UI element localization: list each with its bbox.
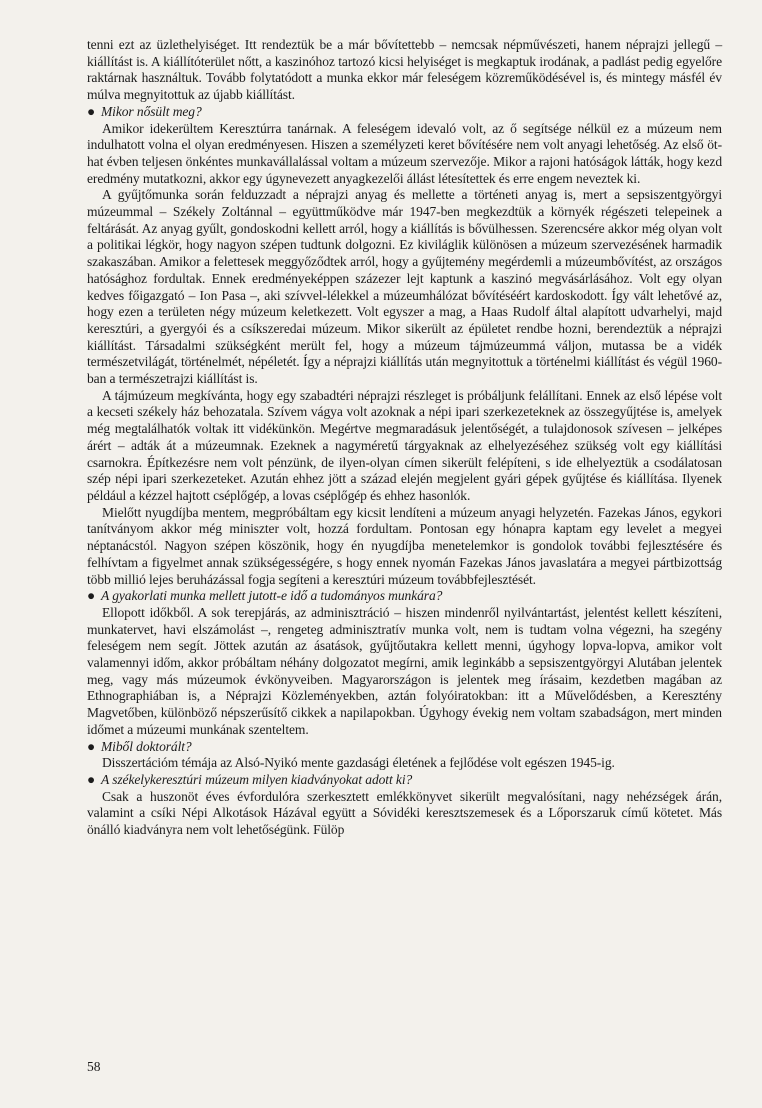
body-paragraph: Disszertációm témája az Alsó-Nyikó mente gazdasági életének a fejlődése volt egészen 1945-ig.	[102, 755, 615, 771]
interview-question	[87, 104, 722, 121]
question-text: A székelykeresztúri múzeum milyen kiadványokat adott ki?	[101, 771, 413, 787]
body-paragraph: tenni ezt az üzlethelyiséget. Itt rendeztük be a már bővítettebb – nemcsak népművészeti, hanem néprajzi jellegű – kiállítást is. A kiállítóterület nőtt, a kaszinóhoz tartozó kicsi helyiséget is megkaptuk irodának, a padlást pedig egyelőre raktárnak használtuk. Tovább folytatódott a munka ekkor már feleségem közreműködésével is, és mintegy másfél év múlva megnyitottuk az újabb kiállítást.	[87, 37, 722, 103]
bullet-icon: ●	[87, 588, 96, 604]
question-text: A gyakorlati munka mellett jutott-e idő a tudományos munkára?	[101, 588, 443, 604]
interview-question	[87, 772, 722, 789]
body-paragraph: A tájmúzeum megkívánta, hogy egy szabadtéri néprajzi részleget is próbáljunk felállítani. Ennek az első lépése volt a kecseti székely ház behozatala. Szívem vágya volt azoknak a népi ipari szerkezeteknek az összegyűjtése is, amelyek még megtalálhatók voltak itt vidékünkön. Megértve megmaradásuk jelentőségét, a tulajdonosok szívesen – jelképes árért – adták át a múzeumnak. Ezeknek a nagyméretű tárgyaknak az elhelyezéséhez szükség volt egy kiállítási csarnokra. Építkezésre nem volt pénzünk, de ilyen-olyan címen sikerült felépíteni, s ide elhelyeztük a csodálatosan szép népi ipari szerkezeteket. Azután ehhez jött a század elején megjelent gyári gépek gyűjtése és kiállítása. Ilyenek például a kézzel hajtott cséplőgép, a lovas cséplőgép és ehhez hasonlók.	[87, 387, 722, 503]
question-text: Miből doktorált?	[101, 738, 192, 754]
bullet-icon: ●	[87, 103, 96, 119]
body-paragraph: Amikor idekerültem Keresztúrra tanárnak. A feleségem idevaló volt, az ő segítsége nélkül ez a múzeum nem indulhatott volna el olyan eredményesen. Hiszen a személyzeti keret bővítésére nem volt anyagi lehetőség. Az első öt-hat évben teljesen önkéntes munkavállalással voltam a múzeum szervezője. Mikor a rajoni hatóságok látták, hogy kezd eredmény mutatkozni, akkor egy úgynevezett anyagkezelői állást létesítettek és erre engem neveztek ki.	[87, 120, 722, 186]
body-paragraph: Mielőtt nyugdíjba mentem, megpróbáltam egy kicsit lendíteni a múzeum anyagi helyzetén. Fazekas János, egykori tanítványom akkor még miniszter volt, hozzá fordultam. Pontosan egy hónapra kaptam egy levelet a megyei néptanácstól. Nagyon szépen köszönik, hogy én nyugdíjba menetelemkor is gondolok további fejlesztésére és felhívtam a figyelmet annak szükségességére, s hogy ennek nyomán Fazekas János javaslatára a megyei pártbizottság több millió lejes beruházással fogja segíteni a keresztúri múzeum továbbfejlesztését.	[87, 504, 722, 587]
interview-question	[87, 739, 722, 756]
body-text	[87, 37, 722, 839]
body-paragraph: Csak a huszonöt éves évfordulóra szerkesztett emlékkönyvet sikerült megvalósítani, nagy nehézségek árán, valamint a csíki Népi Alkotások Házával együtt a Sóvidéki keresztszemesek és a Lőporszaruk című kötetet. Más önálló kiadványra nem volt lehetőségünk. Fülöp	[87, 788, 722, 838]
body-paragraph: Ellopott időkből. A sok terepjárás, az adminisztráció – hiszen mindenről nyilvántartást, jelentést kellett készíteni, munkatervet, havi elszámolást –, rengeteg adminisztratív munka volt, nem is tudtam volna végezni, ha szegény feleségem nem segít. Jöttek azután az ásatások, gyűjtőutakra kellett menni, úgyhogy lopva-lopva, amikor volt valamennyi időm, akkor próbáltam néhány dolgozatot megírni, amik leginkább a sepsiszentgyörgyi Alutában jelentek meg, vagy más múzeumok évkönyveiben. Magyarországon is jelentek meg írásaim, kezdetben magában az Ethnographiában is, a Néprajzi Közleményekben, aztán folyóiratokban: itt a Művelődésben, a Keresztény Magvetőben, különböző népszerűsítő cikkek a napilapokban. Úgyhogy évekig nem voltam szabadságon, mert minden időmet a múzeumi munkának szenteltem.	[87, 604, 722, 737]
bullet-icon: ●	[87, 738, 96, 754]
page-number: 58	[87, 1059, 101, 1074]
question-text: Mikor nősült meg?	[101, 103, 202, 119]
body-paragraph: A gyűjtőmunka során felduzzadt a néprajzi anyag és mellette a történeti anyag is, mert a sepsiszentgyörgyi múzeummal – Székely Zoltánnal – együttműködve már 1947-ben megkezdtük a környék régészeti telepeinek a feltárását. Az anyag gyűlt, gondoskodni kellett arról, hogy a kiállítás is bővülhessen. Szerencsére akkor még olyan volt a politikai légkör, hogy nagyon szépen tudtunk dolgozni. Ez kiviláglik különösen a múzeum szervezésének harmadik szakaszában. Amikor a felettesek meggyőződtek arról, hogy a gyűjtemény megérdemli a múzeumbővítést, az országos hatósághoz fordultak. Ennek eredményeképpen százezer lejt kaptunk a kaszinó megvásárlásához. Volt egy olyan kedves főigazgató – Ion Pasa –, aki szívvel-lélekkel a múzeumhálózat bővítéséért kardoskodott. Így vált lehetővé az, hogy ezen a területen négy múzeum keletkezett. Volt egyszer a mag, a Haas Rudolf által alapított udvarhelyi, majd keresztúri, a gyergyói és a csíkszeredai múzeum. Mikor sikerült az épületet rendbe hozni, berendeztük a néprajzi kiállítást. Társadalmi szükségként merült fel, hogy a múzeum tájmúzeummá váljon, mutassa be a vidék természetvilágát, történelmét, népéletét. Így a néprajzi kiállítás után megnyitottuk a történelmi kiállítást és végül 1960-ban a természetrajzi kiállítást is.	[87, 187, 722, 387]
bullet-icon: ●	[87, 771, 96, 787]
interview-question	[87, 588, 722, 605]
